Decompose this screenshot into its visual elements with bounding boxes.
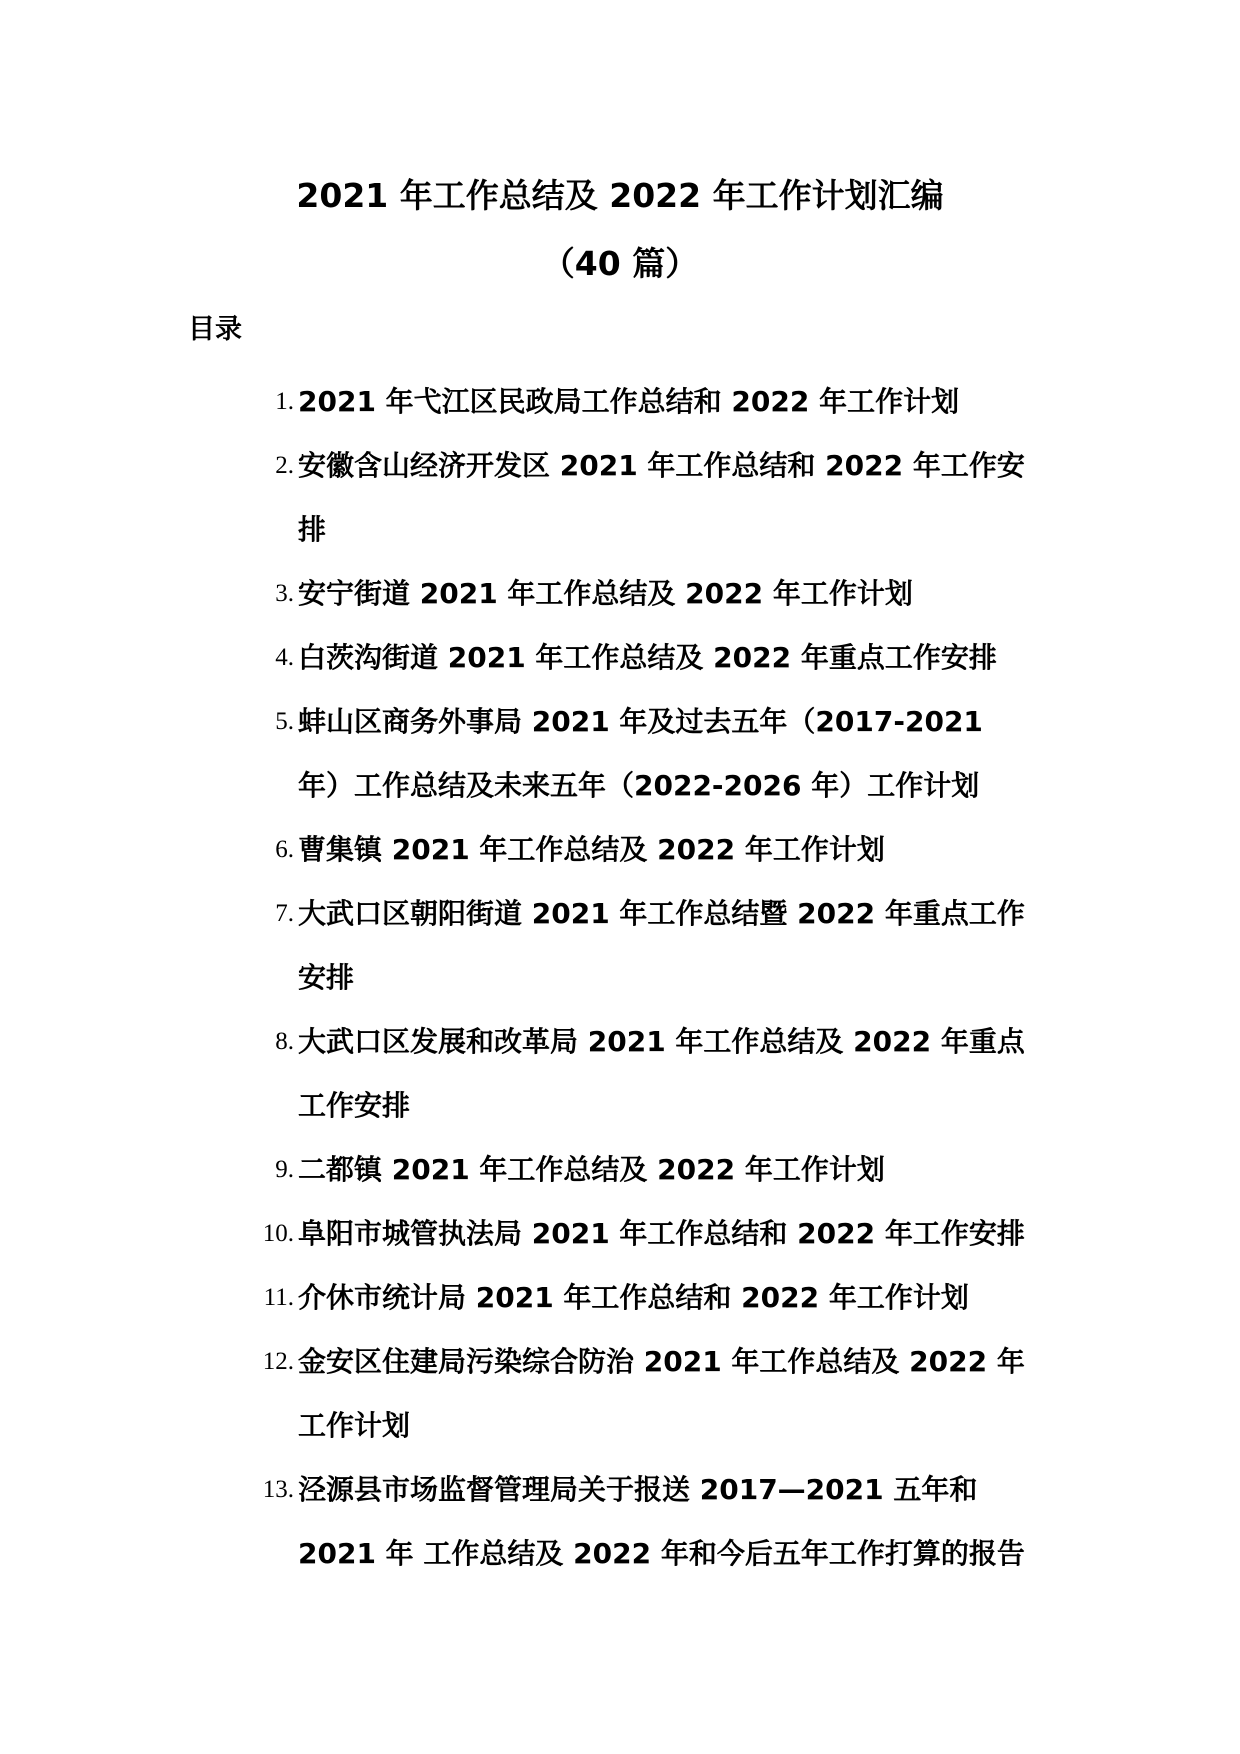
toc-item-number: 9. (275, 1156, 294, 1183)
toc-item-title (298, 434, 1046, 562)
table-of-contents (0, 370, 1240, 1586)
toc-item-number: 4. (275, 644, 294, 671)
toc-item-number: 10. (262, 1220, 294, 1247)
toc-item-line: 介休市统计局 2021 年工作总结和 2022 年工作计划 (298, 1281, 969, 1314)
toc-item-line: 2021 年 工作总结及 2022 年和今后五年工作打算的报告 (298, 1537, 1025, 1570)
toc-item-line: 阜阳市城管执法局 2021 年工作总结和 2022 年工作安排 (298, 1217, 1025, 1250)
toc-item-number: 5. (275, 708, 294, 735)
toc-item-title (298, 690, 1046, 818)
toc-item-number: 2. (275, 452, 294, 479)
toc-item-line: 安徽含山经济开发区 2021 年工作总结和 2022 年工作安 (298, 449, 1025, 482)
toc-item-number: 11. (263, 1284, 294, 1311)
toc-item-line: 工作计划 (298, 1409, 411, 1442)
toc-item-number: 7. (275, 900, 294, 927)
toc-item (0, 1458, 1240, 1586)
toc-item-title (298, 818, 1046, 882)
toc-item-number: 8. (275, 1028, 294, 1055)
toc-item-title (298, 1010, 1046, 1138)
toc-item-title (298, 1138, 1046, 1202)
toc-item-line: 曹集镇 2021 年工作总结及 2022 年工作计划 (298, 833, 885, 866)
toc-item (0, 434, 1240, 562)
document-title: 2021 年工作总结及 2022 年工作计划汇编 (296, 176, 944, 215)
toc-item-title (298, 1458, 1046, 1586)
toc-item-line: 安排 (298, 961, 355, 994)
toc-item-number: 13. (262, 1476, 294, 1503)
toc-item-line: 2021 年弋江区民政局工作总结和 2022 年工作计划 (298, 385, 960, 418)
toc-item (0, 1330, 1240, 1458)
toc-item-title (298, 562, 1046, 626)
toc-item-title (298, 626, 1046, 690)
toc-item-line: 大武口区发展和改革局 2021 年工作总结及 2022 年重点 (298, 1025, 1025, 1058)
toc-item-line: 泾源县市场监督管理局关于报送 2017—2021 五年和 (298, 1473, 978, 1506)
toc-item-title (298, 882, 1046, 1010)
toc-item-number: 12. (262, 1348, 294, 1375)
toc-item-title (298, 1330, 1046, 1458)
document-subtitle: （40 篇） (541, 244, 699, 283)
toc-item-title (298, 370, 1046, 434)
toc-item (0, 1010, 1240, 1138)
toc-item-line: 白茨沟街道 2021 年工作总结及 2022 年重点工作安排 (298, 641, 997, 674)
toc-item (0, 882, 1240, 1010)
toc-item-line: 蚌山区商务外事局 2021 年及过去五年（2017-2021 (298, 705, 983, 738)
toc-item (0, 1202, 1240, 1266)
toc-item (0, 626, 1240, 690)
toc-item-number: 6. (275, 836, 294, 863)
toc-item (0, 370, 1240, 434)
toc-item (0, 1138, 1240, 1202)
toc-item-line: 安宁街道 2021 年工作总结及 2022 年工作计划 (298, 577, 913, 610)
toc-item (0, 562, 1240, 626)
toc-item-title (298, 1202, 1046, 1266)
toc-item (0, 818, 1240, 882)
toc-item-number: 1. (275, 388, 294, 415)
toc-item (0, 690, 1240, 818)
toc-item-line: 金安区住建局污染综合防治 2021 年工作总结及 2022 年 (298, 1345, 1025, 1378)
toc-item (0, 1266, 1240, 1330)
toc-heading: 目录 (188, 314, 242, 345)
toc-item-line: 年）工作总结及未来五年（2022-2026 年）工作计划 (298, 769, 980, 802)
toc-item-line: 二都镇 2021 年工作总结及 2022 年工作计划 (298, 1153, 885, 1186)
toc-item-line: 排 (298, 513, 327, 546)
toc-item-line: 工作安排 (298, 1089, 411, 1122)
toc-item-number: 3. (275, 580, 294, 607)
toc-item-title (298, 1266, 1046, 1330)
toc-item-line: 大武口区朝阳街道 2021 年工作总结暨 2022 年重点工作 (298, 897, 1025, 930)
